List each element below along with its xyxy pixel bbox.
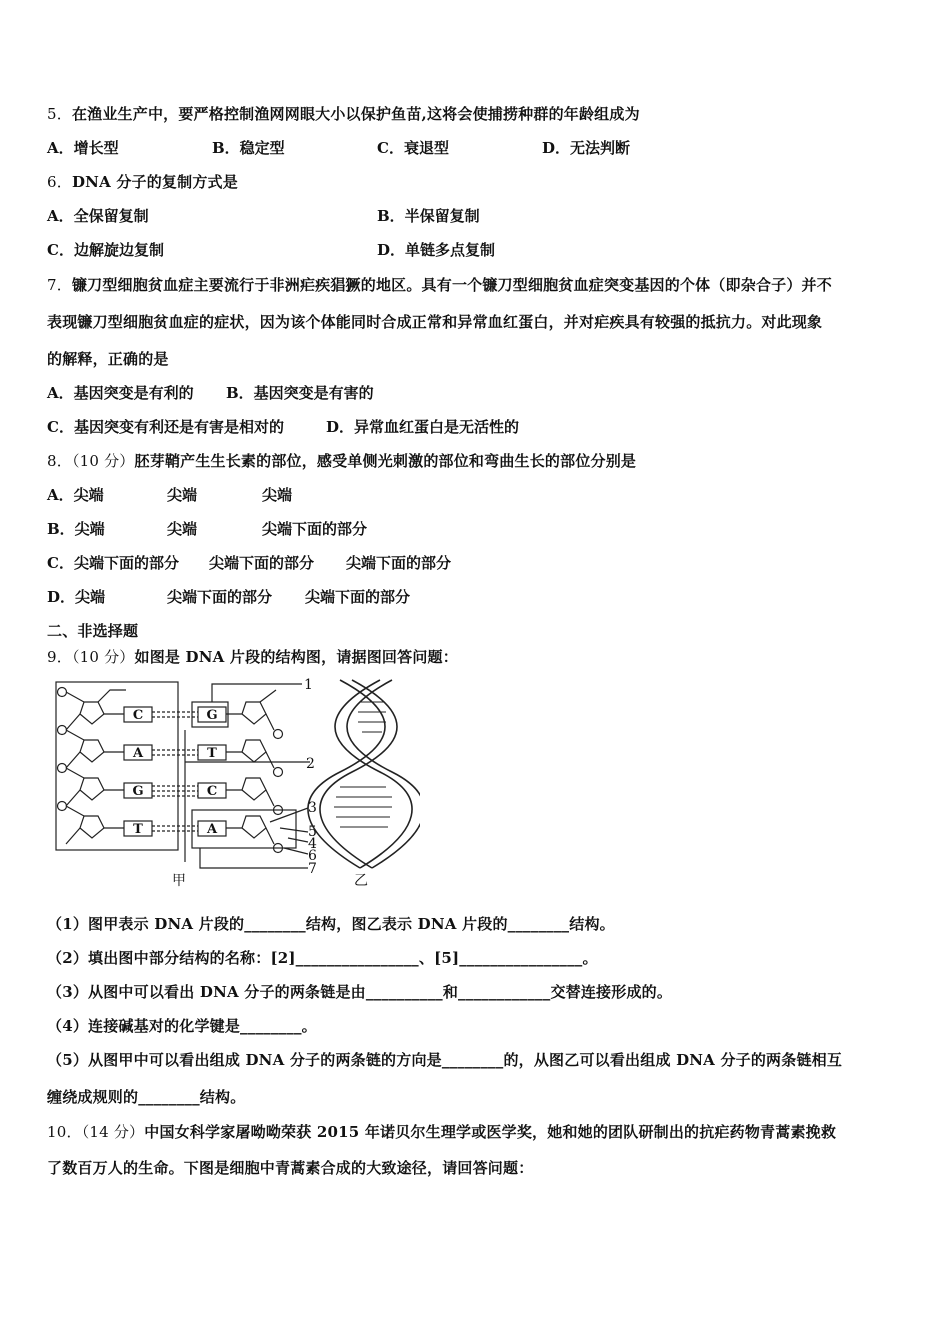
q8-option-a-col2: 尖端 (167, 486, 198, 504)
sugar-icon (80, 740, 104, 762)
sugar-icon (242, 740, 266, 762)
phosphate-icon (58, 802, 67, 811)
q8-stem (47, 450, 636, 471)
phosphate-icon (274, 730, 283, 739)
q9-text: 如图是 DNA 片段的结构图，请据图回答问题： (134, 648, 458, 666)
sugar-icon (80, 778, 104, 800)
sugar-icon (80, 702, 104, 724)
q8-option-c-col1: C．尖端下面的部分 (47, 554, 179, 572)
phosphate-icon (58, 764, 67, 773)
q8-option-c-col3: 尖端下面的部分 (346, 554, 452, 572)
q7-stem-line-3: 的解释，正确的是 (47, 350, 169, 368)
caption-yi: 乙 (354, 873, 368, 889)
q7-option-a: A．基因突变是有利的 (47, 384, 194, 402)
q7-stem-line-2: 表现镰刀型细胞贫血症的症状，因为该个体能同时合成正常和异常血红蛋白，并对疟疾具有较强的抵抗力。对此现象 (47, 313, 823, 331)
q7-text-1: 镰刀型细胞贫血症主要流行于非洲疟疾猖獗的地区。具有一个镰刀型细胞贫血症突变基因的个体（即杂合子）并不 (71, 276, 832, 294)
left-base-4: T (133, 822, 143, 837)
q6-option-c: C．边解旋边复制 (47, 241, 164, 259)
q9-sub-5-cont: 缠绕成规则的________结构。 (47, 1088, 246, 1106)
q8-option-b-col2: 尖端 (167, 520, 198, 538)
double-helix-icon (308, 680, 420, 868)
q7-stem-line-1 (47, 274, 832, 295)
left-strand-box (56, 682, 178, 850)
q9-number: 9． (47, 648, 72, 666)
q6-text: DNA 分子的复制方式是 (71, 173, 238, 191)
q5-option-c: C．衰退型 (377, 139, 449, 157)
right-base-2: T (207, 746, 217, 761)
right-base-3: C (206, 784, 218, 799)
label-1: 1 (304, 677, 313, 693)
q7-option-b: B．基因突变是有害的 (226, 384, 374, 402)
q8-option-d-col1: D．尖端 (47, 588, 106, 606)
q10-stem-line-2: 了数百万人的生命。下图是细胞中青蒿素合成的大致途径，请回答问题： (47, 1159, 534, 1177)
phosphate-icon (58, 726, 67, 735)
q6-stem (47, 171, 238, 192)
sugar-icon (242, 778, 266, 800)
q5-number: 5． (47, 105, 72, 123)
left-base-3: G (132, 784, 144, 799)
q9-sub-1: （1）图甲表示 DNA 片段的________结构，图乙表示 DNA 片段的________结构。 (47, 915, 615, 933)
right-base-4: A (206, 822, 218, 837)
sugar-icon (80, 816, 104, 838)
q6-number: 6． (47, 173, 72, 191)
q9-sub-5: （5）从图甲中可以看出组成 DNA 分子的两条链的方向是________的，从图乙可以看出组成 DNA 分子的两条链相互 (47, 1051, 843, 1069)
q8-option-b-col1: B．尖端 (47, 520, 105, 538)
q5-option-b: B．稳定型 (212, 139, 285, 157)
label-3: 3 (308, 800, 317, 816)
right-base-1: G (206, 708, 218, 723)
phosphate-icon (274, 768, 283, 777)
q5-stem (47, 103, 640, 124)
q10-stem-line-1 (47, 1121, 836, 1142)
caption-jia: 甲 (172, 873, 186, 889)
q9-sub-3: （3）从图中可以看出 DNA 分子的两条链是由__________和____________交替连接形成的。 (47, 983, 673, 1001)
q9-score: （10 分） (71, 648, 135, 666)
label-4: 4 (308, 836, 317, 852)
q8-option-b-col3: 尖端下面的部分 (262, 520, 368, 538)
q6-option-d: D．单链多点复制 (377, 241, 496, 259)
q9-sub-4: （4）连接碱基对的化学键是________。 (47, 1017, 317, 1035)
q8-option-a-col1: A．尖端 (47, 486, 104, 504)
sugar-icon (242, 816, 266, 838)
q8-number: 8． (47, 452, 72, 470)
q8-score: （10 分） (71, 452, 135, 470)
q10-number: 10． (47, 1123, 82, 1141)
q10-score: （14 分） (81, 1123, 145, 1141)
label-5: 5 (308, 824, 317, 840)
q6-option-b: B．半保留复制 (377, 207, 480, 225)
left-base-2: A (132, 746, 144, 761)
q8-option-d-col2: 尖端下面的部分 (167, 588, 273, 606)
q7-option-d: D．异常血红蛋白是无活性的 (326, 418, 520, 436)
left-base-1: C (132, 708, 144, 723)
q8-text: 胚芽鞘产生生长素的部位，感受单侧光刺激的部位和弯曲生长的部位分别是 (134, 452, 637, 470)
label-2: 2 (306, 756, 315, 772)
q6-option-a: A．全保留复制 (47, 207, 149, 225)
label-7: 7 (308, 861, 317, 877)
q9-stem (47, 646, 458, 667)
sugar-icon (242, 702, 266, 724)
q5-option-a: A．增长型 (47, 139, 119, 157)
phosphate-icon (58, 688, 67, 697)
dna-structure-figure (40, 672, 420, 892)
q8-option-c-col2: 尖端下面的部分 (209, 554, 315, 572)
label-6: 6 (308, 848, 317, 864)
q9-sub-2: （2）填出图中部分结构的名称：[2]________________、[5]________________。 (47, 949, 598, 967)
q7-option-c: C．基因突变有利还是有害是相对的 (47, 418, 284, 436)
q10-text-1: 中国女科学家屠呦呦荣获 2015 年诺贝尔生理学或医学奖，她和她的团队研制出的抗疟药物青蒿素挽救 (144, 1123, 837, 1141)
q8-option-a-col3: 尖端 (262, 486, 293, 504)
section-heading: 二、非选择题 (47, 622, 139, 640)
q5-option-d: D．无法判断 (542, 139, 631, 157)
q7-number: 7． (47, 276, 72, 294)
q8-option-d-col3: 尖端下面的部分 (305, 588, 411, 606)
q5-text: 在渔业生产中，要严格控制渔网网眼大小以保护鱼苗,这将会使捕捞种群的年龄组成为 (71, 105, 640, 123)
